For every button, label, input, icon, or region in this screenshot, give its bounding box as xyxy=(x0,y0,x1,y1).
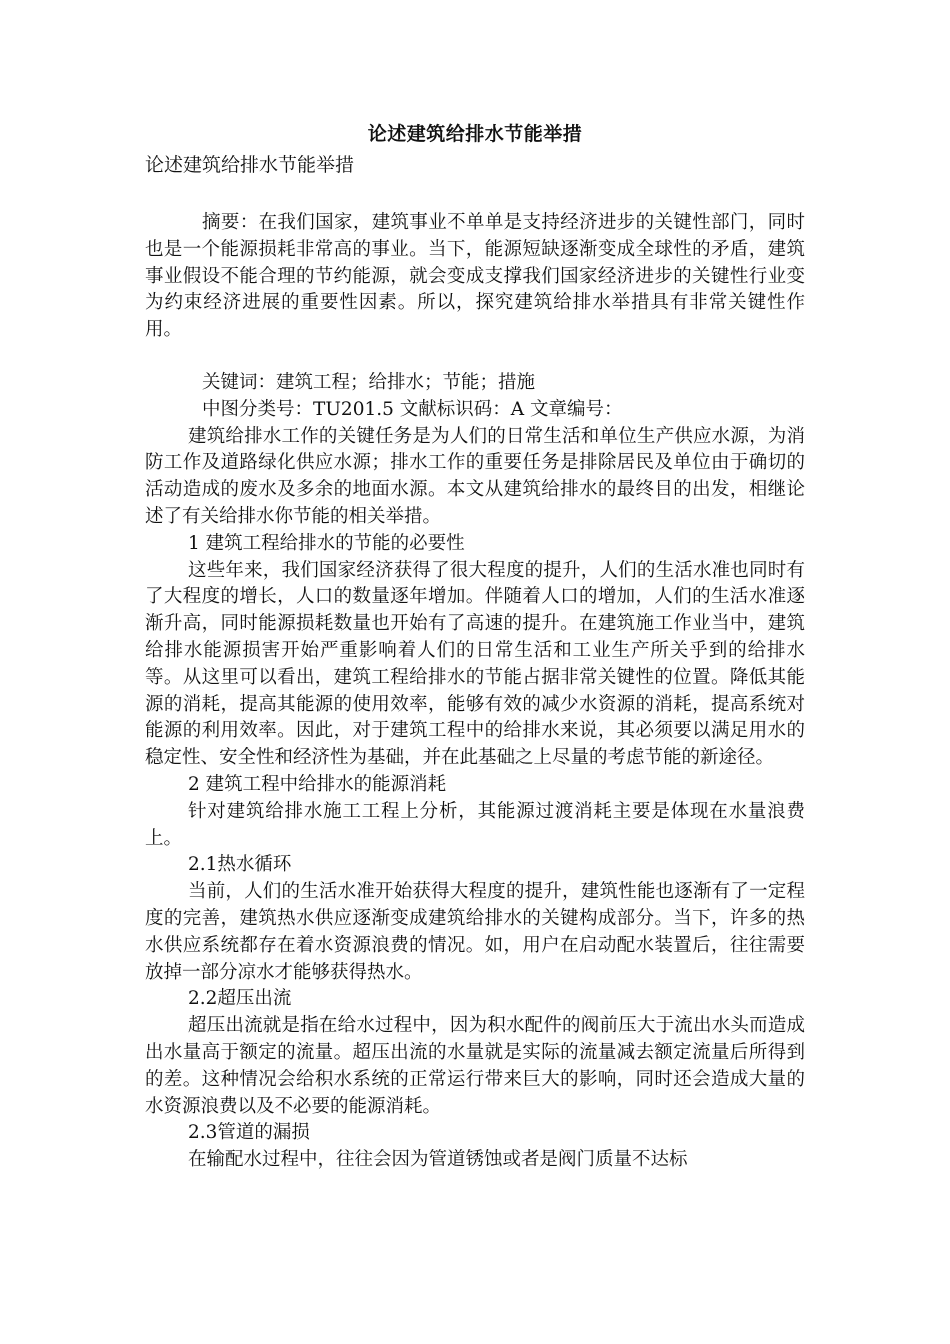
spacer xyxy=(145,180,805,210)
classification-line: 中图分类号：TU201.5 文献标识码：A 文章编号： xyxy=(202,398,623,420)
section-heading: 1 建筑工程给排水的节能的必要性 xyxy=(188,532,465,554)
spacer xyxy=(145,344,805,370)
document-subtitle: 论述建筑给排水节能举措 xyxy=(145,154,355,176)
document-page xyxy=(145,118,805,1174)
subsection-heading: 2.3管道的漏损 xyxy=(188,1122,310,1144)
section-body: 这些年来，我们国家经济获得了很大程度的提升，人们的生活水准也同时有了大程度的增长，人口的数量逐年增加。伴随着人口的增加，人们的生活水准逐渐升高，同时能源损耗数量也开始有了高速的提升。在建筑施工作业当中，建筑给排水能源损害开始严重影响着人们的日常生活和工业生产所关乎到的给排水等。从这里可以看出，建筑工程给排水的节能占据非常关键性的位置。降低其能源的消耗，提高其能源的使用效率，能够有效的减少水资源的消耗，提高系统对能源的利用效率。因此，对于建筑工程中的给排水来说，其必须要以满足用水的稳定性、安全性和经济性为基础，并在此基础之上尽量的考虑节能的新途径。 xyxy=(145,559,805,769)
section-body: 针对建筑给排水施工工程上分析，其能源过渡消耗主要是体现在水量浪费上。 xyxy=(145,800,805,849)
subsection-heading: 2.2超压出流 xyxy=(188,988,292,1010)
document-title: 论述建筑给排水节能举措 xyxy=(367,123,583,145)
section-body: 超压出流就是指在给水过程中，因为积水配件的阀前压大于流出水头而造成出水量高于额定的流量。超压出流的水量就是实际的流量减去额定流量后所得到的差。这种情况会给积水系统的正常运行带来巨大的影响，同时还会造成大量的水资源浪费以及不必要的能源消耗。 xyxy=(145,1015,805,1117)
keywords-line: 关键词：建筑工程；给排水；节能；措施 xyxy=(202,371,536,393)
section-body: 当前，人们的生活水准开始获得大程度的提升，建筑性能也逐渐有了一定程度的完善，建筑热水供应逐渐变成建筑给排水的关键构成部分。当下，许多的热水供应系统都存在着水资源浪费的情况。如，用户在启动配水装置后，往往需要放掉一部分凉水才能够获得热水。 xyxy=(145,881,805,983)
abstract-paragraph: 摘要：在我们国家，建筑事业不单单是支持经济进步的关键性部门，同时也是一个能源损耗非常高的事业。当下，能源短缺逐渐变成全球性的矛盾，建筑事业假设不能合理的节约能源，就会变成支撑我们国家经济进步的关键性行业变为约束经济进展的重要性因素。所以，探究建筑给排水举措具有非常关键性作用。 xyxy=(145,212,805,341)
section-body: 在输配水过程中，往往会因为管道锈蚀或者是阀门质量不达标 xyxy=(188,1149,688,1171)
subsection-heading: 2.1热水循环 xyxy=(188,854,292,876)
section-heading: 2 建筑工程中给排水的能源消耗 xyxy=(188,773,447,795)
intro-paragraph: 建筑给排水工作的关键任务是为人们的日常生活和单位生产供应水源，为消防工作及道路绿化供应水源；排水工作的重要任务是排除居民及单位由于确切的活动造成的废水及多余的地面水源。本文从建筑给排水的最终目的出发，相继论述了有关给排水你节能的相关举措。 xyxy=(145,425,805,527)
